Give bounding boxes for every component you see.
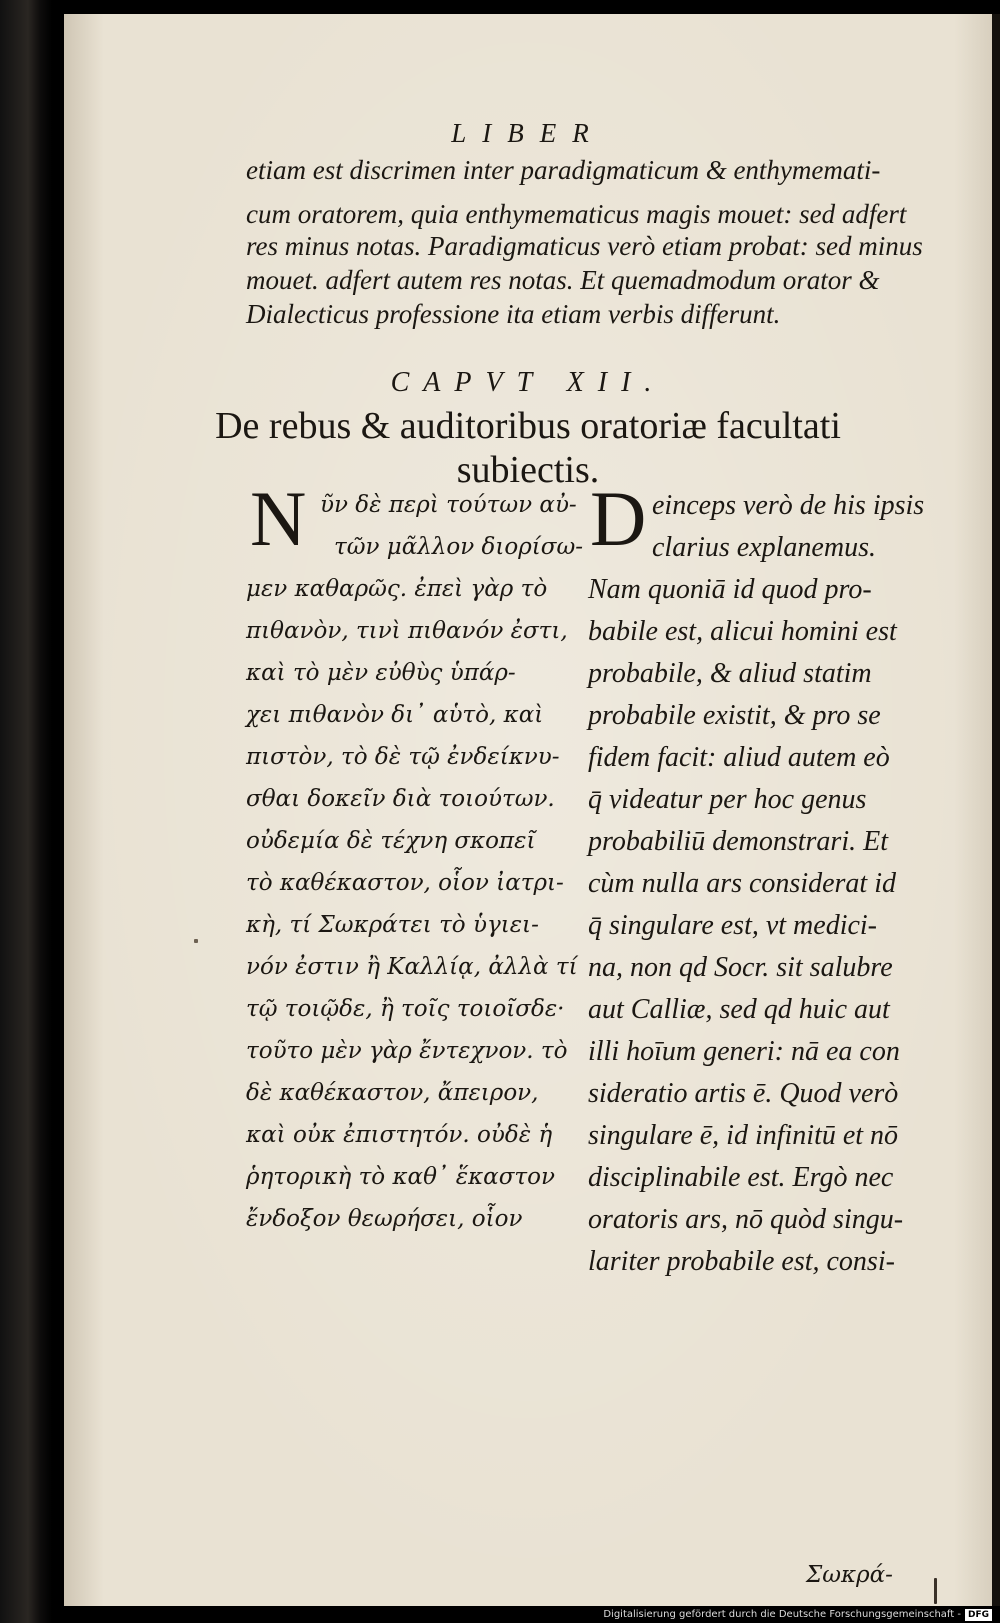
dfg-logo: DFG (965, 1609, 992, 1621)
prose-line: cum oratorem, quia enthymematicus magis mouet: sed adfert (246, 199, 907, 229)
latin-line: lariter probabile est, consi- (588, 1246, 895, 1277)
latin-line: q̄ singulare est, vt medici- (588, 910, 878, 941)
latin-line: probabile, & aliud statim (588, 658, 872, 689)
prose-line: mouet. adfert autem res notas. Et quemadmodum orator & (246, 265, 880, 295)
greek-line: ῥητορικὴ τὸ καθ᾽ ἕκαστον (246, 1164, 555, 1190)
greek-line: νόν ἐστιν ἢ Καλλίᾳ, ἀλλὰ τί (246, 954, 578, 980)
latin-line: na, non qd Socr. sit salubre (588, 952, 893, 983)
greek-line: ἔνδοξον θεωρήσει, οἷον (246, 1206, 523, 1232)
greek-line: χει πιθανὸν δι᾽ αὑτὸ, καὶ (246, 702, 544, 728)
latin-line: singulare ē, id infinitū et nō (588, 1120, 899, 1151)
latin-drop-cap: D (590, 475, 647, 562)
page-edge-shadow (992, 14, 1000, 1606)
greek-line: κὴ, τί Σωκράτει τὸ ὑγιει- (246, 912, 539, 938)
greek-line: ῦν δὲ περὶ τούτων αὐ- (320, 492, 577, 518)
running-head: LIBER (451, 118, 605, 148)
greek-line: μεν καθαρῶς. ἐπεὶ γὰρ τὸ (246, 576, 548, 602)
greek-line: τοῦτο μὲν γὰρ ἔντεχνον. τὸ (246, 1038, 568, 1064)
chapter-number: CAPVT XII. (390, 367, 666, 398)
latin-line: cùm nulla ars considerat id (588, 868, 896, 899)
latin-line: probabiliū demonstrari. Et (588, 826, 888, 857)
digitization-credit (560, 1607, 992, 1623)
latin-line: Nam quoniā id quod pro- (588, 574, 872, 605)
greek-line: σθαι δοκεῖν διὰ τοιούτων. (246, 786, 555, 812)
latin-line: disciplinabile est. Ergò nec (588, 1162, 894, 1193)
greek-line: τὸ καθέκαστον, οἷον ἰατρι- (246, 870, 564, 896)
greek-line: δὲ καθέκαστον, ἄπειρον, (246, 1080, 539, 1106)
greek-line: τῶν μᾶλλον διορίσω- (334, 534, 584, 560)
prose-line: res minus notas. Paradigmaticus verò etiam probat: sed minus (246, 231, 923, 261)
book-page (64, 14, 992, 1606)
prose-line: Dialecticus professione ita etiam verbis differunt. (246, 299, 781, 329)
digitization-credit-text: Digitalisierung gefördert durch die Deutsche Forschungsgemeinschaft - (603, 1609, 961, 1620)
prose-line: etiam est discrimen inter paradigmaticum & enthymemati- (246, 155, 881, 185)
ink-speck (194, 939, 198, 943)
greek-line: πιθανὸν, τινὶ πιθανόν ἐστι, (246, 618, 568, 644)
chapter-title-continued: subiectis. (456, 449, 600, 491)
latin-line: oratoris ars, nō quòd singu- (588, 1204, 904, 1235)
latin-line: probabile existit, & pro se (588, 700, 881, 731)
greek-line: τῷ τοιῷδε, ἢ τοῖς τοιοῖσδε· (246, 996, 565, 1022)
chapter-title: De rebus & auditoribus oratoriæ facultati (215, 405, 841, 447)
latin-line: clarius explanemus. (652, 532, 876, 563)
greek-line: οὐδεμία δὲ τέχνη σκοπεῖ (246, 828, 536, 854)
latin-line: aut Calliæ, sed qd huic aut (588, 994, 890, 1025)
page-tear-mark (934, 1578, 937, 1604)
latin-line: illi hoīum generi: nā ea con (588, 1036, 900, 1067)
latin-line: babile est, alicui homini est (588, 616, 897, 647)
greek-line: καὶ οὐκ ἐπιστητόν. οὐδὲ ἡ (246, 1122, 553, 1148)
latin-line: fidem facit: aliud autem eò (588, 742, 890, 773)
latin-line: q̄ videatur per hoc genus (588, 784, 867, 815)
latin-line: einceps verò de his ipsis (652, 490, 925, 521)
catchword: Σωκρά- (806, 1562, 893, 1588)
latin-line: sideratio artis ē. Quod verò (588, 1078, 899, 1109)
greek-line: καὶ τὸ μὲν εὐθὺς ὑπάρ- (246, 660, 516, 686)
greek-line: πιστὸν, τὸ δὲ τῷ ἐνδείκνυ- (246, 744, 560, 770)
greek-drop-cap: N (250, 475, 307, 562)
